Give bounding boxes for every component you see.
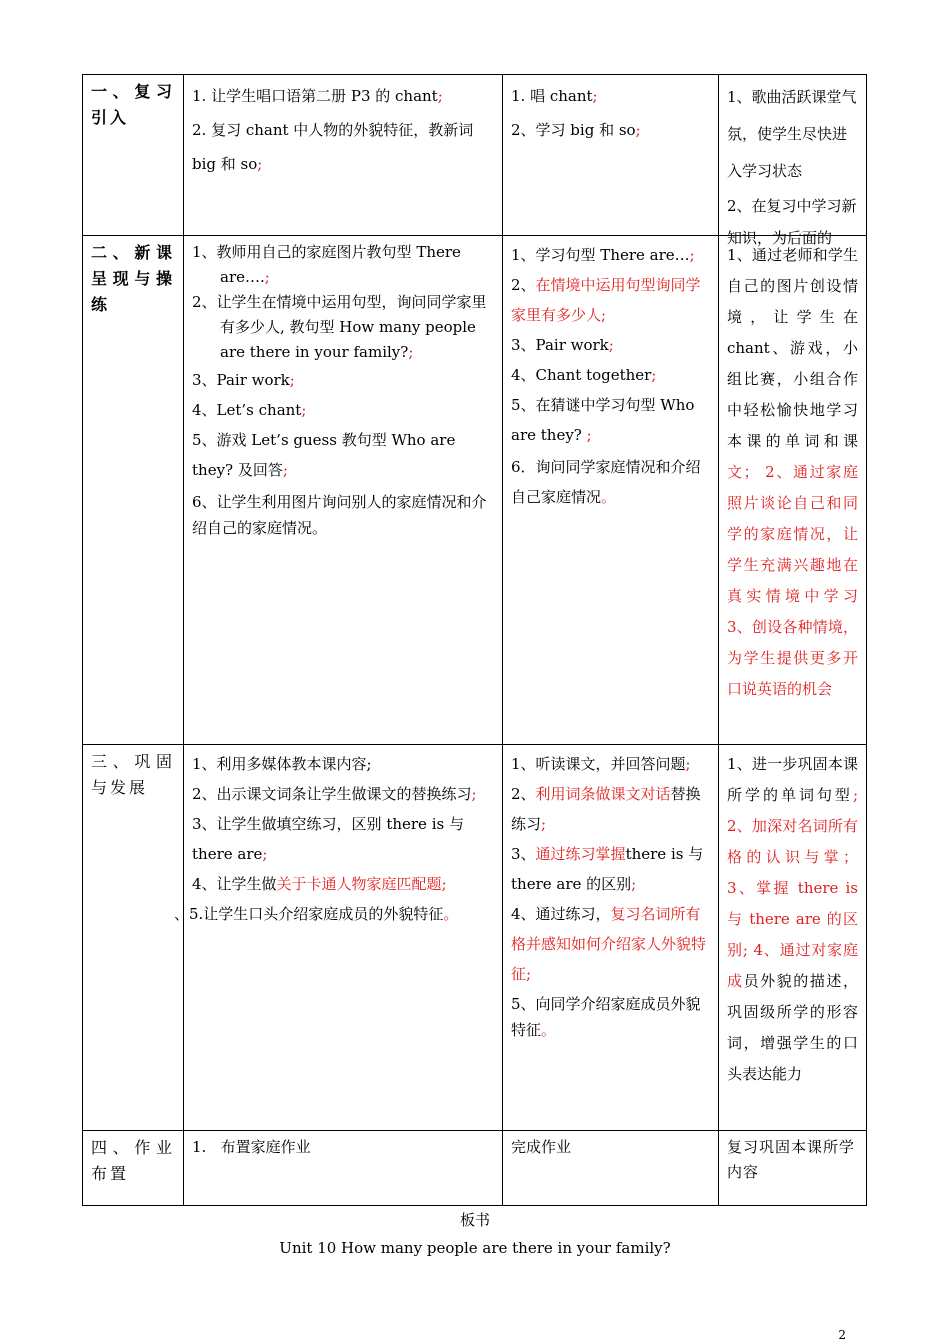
teacher-step: 1. 布置家庭作业 (192, 1138, 311, 1156)
purpose-text-highlight: 3、掌握 there is 与 there are 的区别 (727, 879, 858, 959)
purpose-cell (719, 75, 867, 247)
purpose-text: 1、进一步巩固本课所学的单词句型 (727, 755, 858, 804)
page-number: 2 (838, 1328, 846, 1342)
purpose-text: 1、歌曲活跃课堂气氛，使学生尽快进入学习状态 (727, 88, 857, 180)
purpose-text-highlight: 2、加深对名词所有格的认识与掌 (727, 817, 858, 866)
teacher-activity-cell: 1. 让学生唱口语第二册 P3 的 chant; 2. 复习 chant 中人物的外貌特征，教新词 big 和 so; (184, 75, 503, 236)
teacher-activity-cell: 1、教师用自己的家庭图片教句型 There are….; 2、让学生在情境中运用句型，询问同学家里有多少人, 教句型 How many people are there in your family?; 3、Pair work; 4、Let’s chant; 5、游戏 Let’s guess 教句型 Who are they? 及回答; 6、让学生利用图片询问别人的家庭情况和介绍自己的家庭情况。 (184, 236, 503, 745)
table-row (83, 1131, 867, 1206)
teacher-step: 1、教师用自己的家庭图片教句型 There are…. (192, 243, 461, 286)
purpose-text-highlight: 文； 2、通过家庭照片谈论自己和同学的家庭情况，让学生充满兴趣地在真实情境中学习 3、创设各种情境，为学生提供更多开口说英语的机会 (727, 463, 858, 698)
board-title: Unit 10 How many people are there in your family? (279, 1239, 671, 1257)
purpose-text: 2、在复习中学习新知识，为后面的 (727, 197, 857, 247)
student-step: 5、向同学介绍家庭成员外貌特征 (511, 995, 701, 1039)
stage-label: 一、复习引入 (91, 82, 175, 127)
student-activity-cell: 1. 唱 chant; 2、学习 big 和 so; (503, 75, 719, 236)
teacher-step: 4、Let’s chant (192, 401, 302, 419)
student-step: 2、 (511, 276, 536, 294)
student-step: 1、听读课文，并回答问题 (511, 755, 686, 773)
purpose-text: 复习巩固本课所学内容 (727, 1138, 856, 1181)
student-step-highlight: 通过练习掌握 (535, 845, 626, 863)
student-activity-cell: 1、学习句型 There are…; 2、在情境中运用句型询同学家里有多少人; 3、Pair work; 4、Chant together; 5、在猜谜中学习句型 Who are they? ; 6．询问同学家庭情况和介绍自己家庭情况。 (503, 236, 719, 745)
purpose-text: 员外貌的描述，巩固级所学的形容词，增强学生的口头表达能力 (727, 972, 858, 1083)
teacher-activity-cell (184, 1131, 503, 1206)
teacher-step: 1、利用多媒体教本课内容; (192, 755, 372, 773)
table-row (83, 745, 867, 1131)
lesson-plan-table (82, 74, 867, 1206)
student-step: 6．询问同学家庭情况和介绍自己家庭情况 (511, 458, 701, 506)
purpose-text: 1、通过老师和学生自己的图片创设情境，让学生在 chant、游戏，小组比赛，小组合作中轻松愉快地学习本课的单词和课 (727, 246, 858, 450)
student-step: 1、学习句型 There are… (511, 246, 690, 264)
student-step: 3、 (511, 845, 536, 863)
teacher-step: 、5.让学生口头介绍家庭成员的外貌特征 (174, 905, 444, 923)
teacher-step: 2、出示课文词条让学生做课文的替换练习 (192, 785, 472, 803)
teacher-step: 2、让学生在情境中运用句型，询问同学家里有多少人, 教句型 How many people are there in your family? (192, 293, 487, 361)
teacher-step: 1. 让学生唱口语第二册 P3 的 chant (192, 87, 438, 105)
student-step: 2、学习 big 和 so (511, 121, 636, 139)
student-step: 1. 唱 chant (511, 87, 593, 105)
stage-cell (83, 75, 184, 236)
student-step: 完成作业 (511, 1138, 572, 1156)
teacher-step: 5、游戏 Let’s guess 教句型 Who are they? 及回答 (192, 431, 456, 479)
student-step-highlight: 在情境中运用句型询同学家里有多少人 (511, 276, 701, 324)
table-row (83, 236, 867, 745)
stage-label: 三、巩固与发展 (91, 752, 175, 797)
student-step: there is 与 there are 的区别 (511, 845, 704, 893)
student-step: 2、 (511, 785, 536, 803)
teacher-step: 3、Pair work (192, 371, 290, 389)
student-activity-cell: 1、听读课文，并回答问题; 2、利用词条做课文对话替换练习; 3、通过练习掌握there is 与 there are 的区别; 4、通过练习，复习名词所有格并感知如何介绍家人外貌特征; 5、向同学介绍家庭成员外貌特征。 (503, 745, 719, 1131)
purpose-cell: 1、进一步巩固本课所学的单词句型; 2、加深对名词所有格的认识与掌； 3、掌握 there is 与 there are 的区别; 4、通过对家庭成员外貌的描述，巩固级所学的形容词，增强学生的口头表达能力 (719, 745, 867, 1131)
board-label: 板书 (459, 1211, 490, 1229)
purpose-cell (719, 236, 867, 745)
teacher-step: 2. 复习 chant 中人物的外貌特征，教新词 big 和 so (192, 121, 474, 173)
teacher-step: 3、让学生做填空练习，区别 there is 与 there are (192, 815, 464, 863)
student-activity-cell (503, 1131, 719, 1206)
stage-label: 四、作业布置 (91, 1138, 175, 1183)
student-step-highlight: 复习名词所有格并感知如何介绍家人外貌特征 (511, 905, 707, 983)
table-row (83, 75, 867, 236)
teacher-step: 4、让学生做 (192, 875, 277, 893)
student-step: 3、Pair work (511, 336, 609, 354)
student-step: 5、在猜谜中学习句型 Who are they? (511, 396, 695, 444)
student-step-highlight: 利用词条做课文对话 (535, 785, 671, 803)
teacher-activity-cell: 1、利用多媒体教本课内容; 2、出示课文词条让学生做课文的替换练习; 3、让学生做填空练习，区别 there is 与 there are; 4、让学生做关于卡通人物家庭匹配题; 、5.让学生口头介绍家庭成员的外貌特征。 (184, 745, 503, 1131)
student-step: 替换练习 (511, 785, 701, 833)
purpose-cell (719, 1131, 867, 1206)
stage-cell (83, 745, 184, 1131)
purpose-text-highlight: 4、通过对家庭成 (727, 941, 858, 990)
student-step: 4、通过练习， (511, 905, 611, 923)
stage-label: 二、新课呈现与操练 (91, 243, 175, 314)
student-step: 4、Chant together (511, 366, 652, 384)
teacher-step-highlight: 关于卡通人物家庭匹配题 (276, 875, 442, 893)
teacher-step: 6、让学生利用图片询问别人的家庭情况和介绍自己的家庭情况。 (192, 493, 487, 537)
stage-cell (83, 236, 184, 745)
stage-cell (83, 1131, 184, 1206)
